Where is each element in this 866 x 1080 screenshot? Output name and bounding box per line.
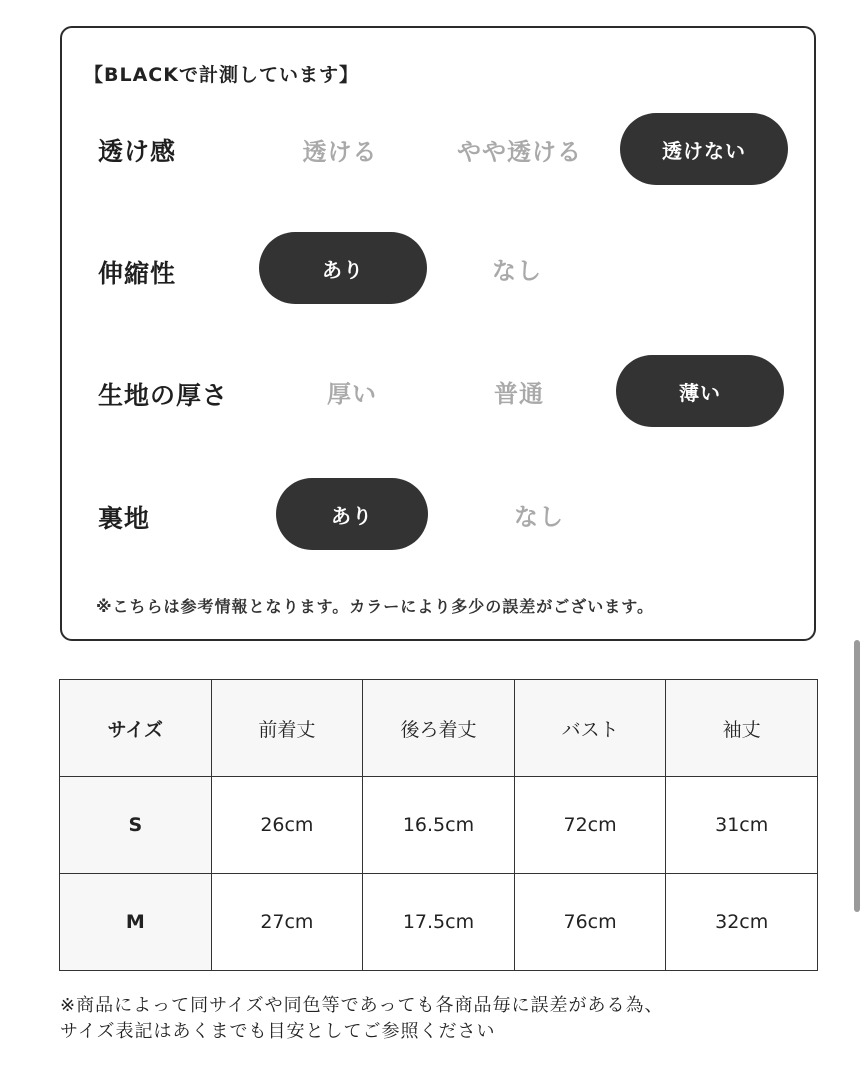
table-cell: 17.5cm (363, 874, 515, 971)
header-bust: バスト (514, 680, 666, 777)
table-cell: 16.5cm (363, 777, 515, 874)
option-thick: 厚い (327, 379, 377, 408)
size-cell: M (60, 874, 212, 971)
table-cell: 32cm (666, 874, 818, 971)
scrollbar[interactable] (854, 640, 860, 912)
option-thin-selected: 薄い (616, 355, 784, 427)
spec-note: ※こちらは参考情報となります。カラーにより多少の誤差がございます。 (96, 597, 654, 616)
option-normal: 普通 (494, 379, 544, 408)
footnote (60, 993, 663, 1045)
spec-heading: 【BLACKで計測しています】 (84, 64, 359, 86)
table-cell: 26cm (211, 777, 363, 874)
header-back-length: 後ろ着丈 (363, 680, 515, 777)
spec-label-stretch: 伸縮性 (98, 259, 177, 288)
table-cell: 72cm (514, 777, 666, 874)
spec-label-thickness: 生地の厚さ (98, 381, 229, 410)
option-slightly-transparent: やや透ける (457, 137, 582, 166)
table-cell: 27cm (211, 874, 363, 971)
table-row (60, 874, 818, 971)
spec-label-lining: 裏地 (98, 504, 151, 533)
table-cell: 31cm (666, 777, 818, 874)
option-lining-yes-selected: あり (276, 478, 428, 550)
footnote-line-2: サイズ表記はあくまでも目安としてご参照ください (60, 1021, 496, 1042)
table-cell: 76cm (514, 874, 666, 971)
option-lining-no: なし (514, 502, 564, 531)
header-front-length: 前着丈 (211, 680, 363, 777)
option-stretch-yes-selected: あり (259, 232, 427, 304)
size-table-header-row (60, 680, 818, 777)
option-not-transparent-selected: 透けない (620, 113, 788, 185)
option-stretch-no: なし (492, 256, 542, 285)
header-size: サイズ (60, 680, 212, 777)
spec-card (60, 26, 816, 641)
table-row (60, 777, 818, 874)
header-sleeve-length: 袖丈 (666, 680, 818, 777)
footnote-line-1: ※商品によって同サイズや同色等であっても各商品毎に誤差がある為、 (60, 995, 664, 1016)
spec-label-transparency: 透け感 (98, 137, 177, 166)
size-cell: S (60, 777, 212, 874)
size-table (59, 679, 818, 971)
option-transparent: 透ける (302, 137, 378, 166)
